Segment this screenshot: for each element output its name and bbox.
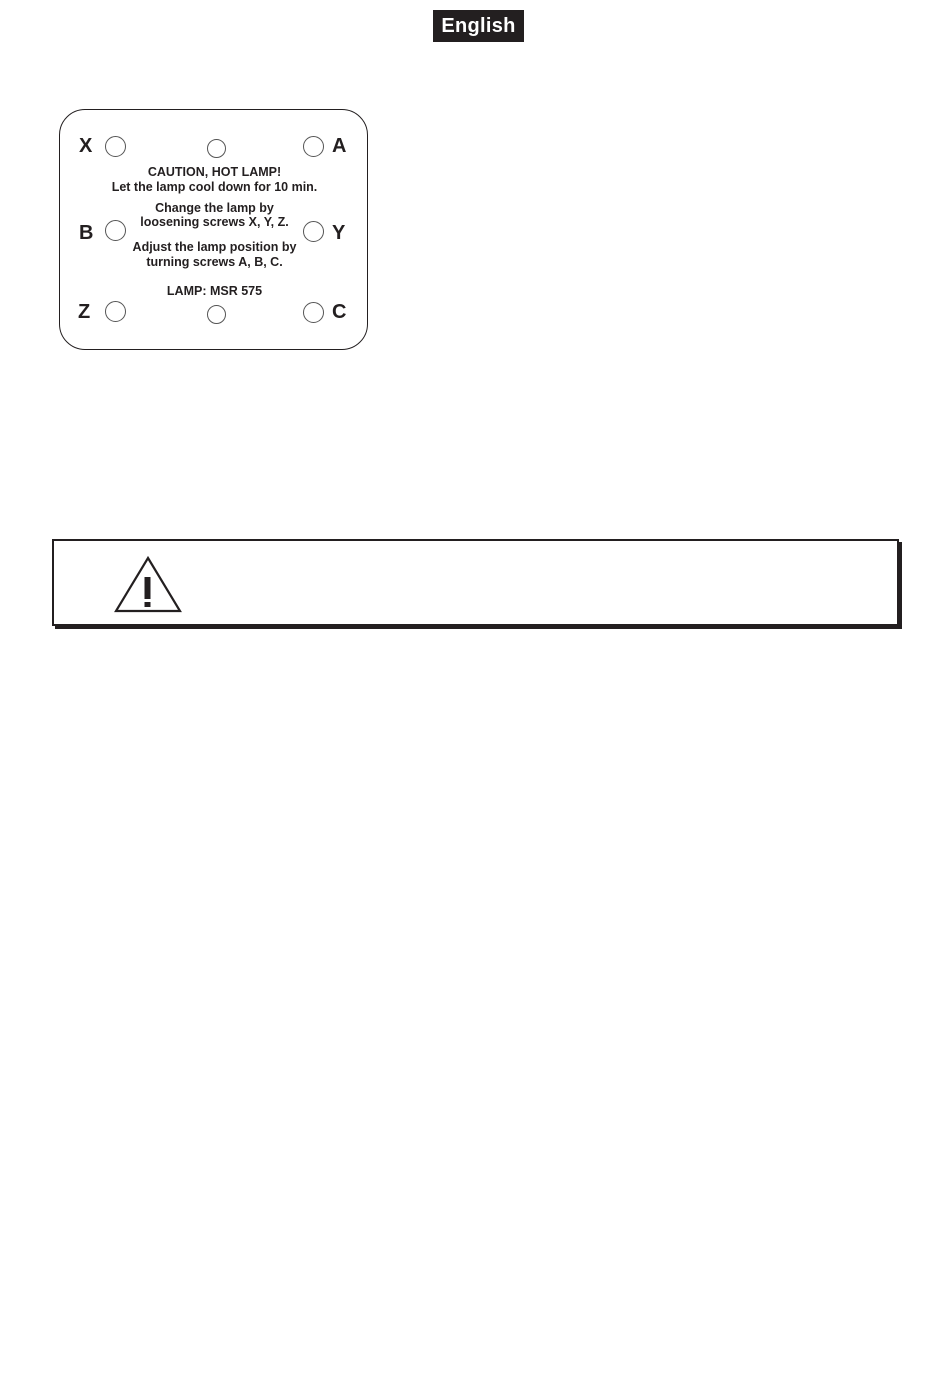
- screw-letter-y: Y: [332, 222, 346, 244]
- lamp-type: LAMP: MSR 575: [166, 284, 263, 298]
- screw-letter-x: X: [79, 135, 93, 157]
- warning-triangle-icon: [114, 555, 182, 613]
- caution-box: [52, 539, 899, 626]
- adjust-lamp-line1: Adjust the lamp position by: [132, 240, 297, 254]
- language-tag: English: [433, 10, 524, 42]
- screw-letter-z: Z: [78, 301, 91, 323]
- screw-hole-top-center: [207, 139, 226, 158]
- screw-hole-z: [105, 301, 126, 322]
- lamp-cover-label: [59, 109, 368, 350]
- screw-letter-b: B: [79, 222, 94, 244]
- cool-down-text: Let the lamp cool down for 10 min.: [111, 180, 318, 194]
- caution-title: CAUTION, HOT LAMP!: [147, 165, 282, 179]
- screw-letter-a: A: [332, 135, 347, 157]
- screw-hole-x: [105, 136, 126, 157]
- adjust-lamp-line2: turning screws A, B, C.: [146, 255, 283, 269]
- screw-letter-c: C: [332, 301, 347, 323]
- screw-hole-a: [303, 136, 324, 157]
- screw-hole-c: [303, 302, 324, 323]
- screw-hole-bottom-center: [207, 305, 226, 324]
- change-lamp-line2: loosening screws X, Y, Z.: [140, 215, 289, 229]
- change-lamp-line1: Change the lamp by: [155, 201, 274, 215]
